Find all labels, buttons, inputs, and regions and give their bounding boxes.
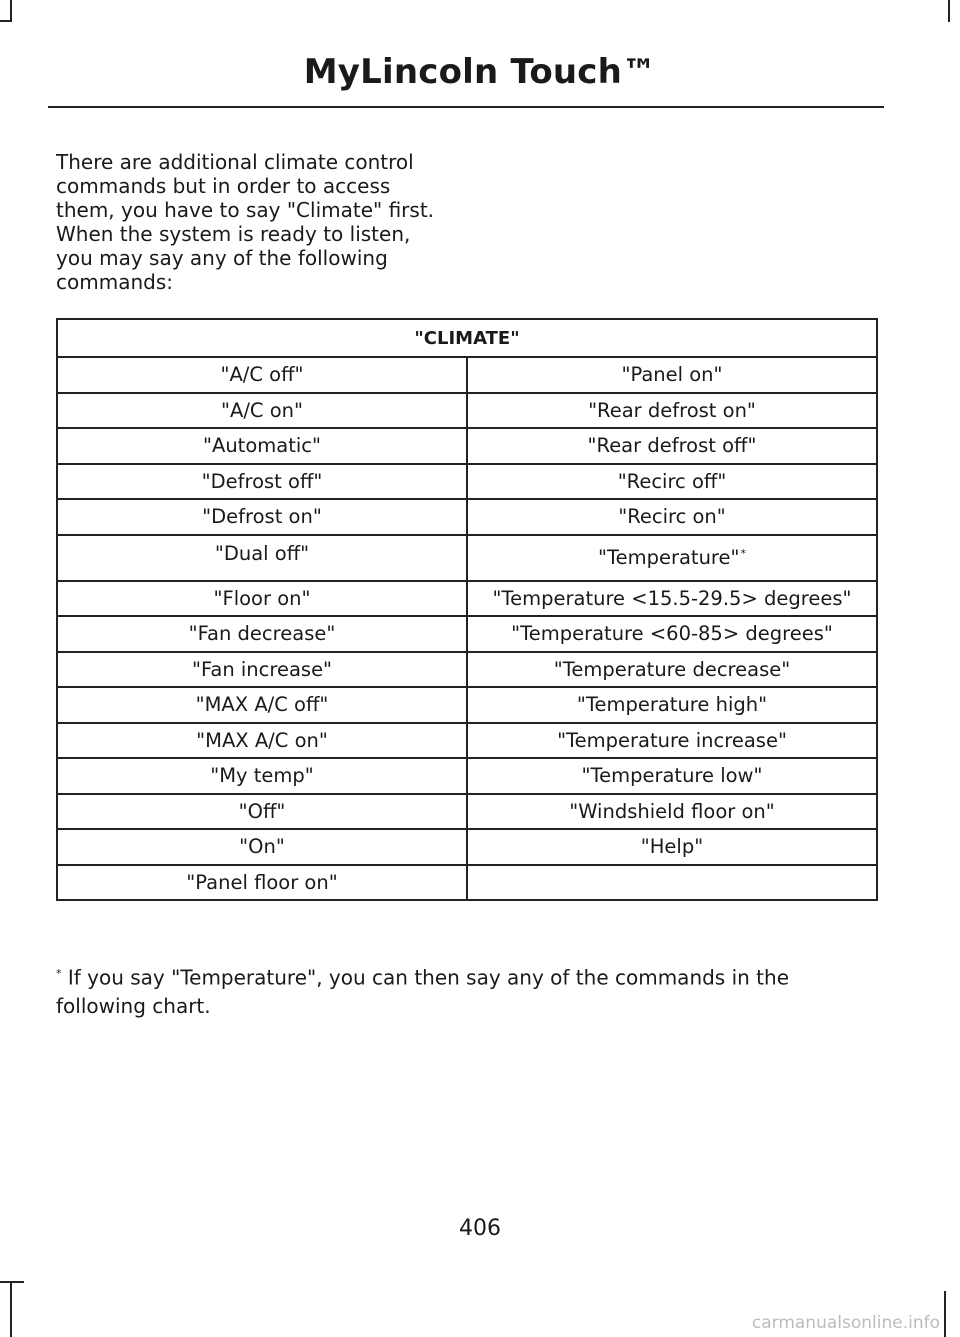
- table-cell: "Panel on": [467, 357, 877, 393]
- table-cell: "Rear defrost off": [467, 428, 877, 464]
- table-row: [57, 464, 877, 500]
- table-row: [57, 865, 877, 901]
- table-row: [57, 829, 877, 865]
- table-cell: "Automatic": [57, 428, 467, 464]
- crop-mark: [0, 20, 12, 22]
- table-row: [57, 723, 877, 759]
- header-divider: [48, 106, 884, 108]
- table-row: [57, 499, 877, 535]
- table-cell: "A/C on": [57, 393, 467, 429]
- table-row: [57, 393, 877, 429]
- table-row: [57, 652, 877, 688]
- table-row: [57, 535, 877, 581]
- table-cell: "Defrost off": [57, 464, 467, 500]
- watermark: carmanualsonline.info: [751, 1313, 940, 1333]
- table-cell: "Fan increase": [57, 652, 467, 688]
- table-row: [57, 616, 877, 652]
- footnote-marker: *: [56, 967, 62, 980]
- table-cell: "Floor on": [57, 581, 467, 617]
- table-cell: "On": [57, 829, 467, 865]
- table-cell: "A/C off": [57, 357, 467, 393]
- table-cell: "Recirc off": [467, 464, 877, 500]
- crop-mark: [10, 0, 12, 22]
- table-cell: "Dual off": [57, 535, 467, 581]
- table-row: [57, 687, 877, 723]
- table-row: [57, 428, 877, 464]
- table-row: [57, 581, 877, 617]
- table-header-row: [57, 319, 877, 357]
- table-cell: "Fan decrease": [57, 616, 467, 652]
- table-cell: "MAX A/C on": [57, 723, 467, 759]
- footnote-text: If you say "Temperature", you can then say any of the commands in the following chart.: [56, 965, 789, 1018]
- table-row: [57, 357, 877, 393]
- climate-commands-table: [56, 318, 878, 901]
- table-cell: "Help": [467, 829, 877, 865]
- table-cell: "Windshield floor on": [467, 794, 877, 830]
- crop-mark: [0, 1281, 24, 1283]
- table-cell: "Recirc on": [467, 499, 877, 535]
- table-cell: "Temperature increase": [467, 723, 877, 759]
- table-cell: "Temperature <60-85> degrees": [467, 616, 877, 652]
- crop-mark: [10, 1283, 12, 1337]
- table-cell: "Off": [57, 794, 467, 830]
- table-cell: "Rear defrost on": [467, 393, 877, 429]
- table-cell: [467, 865, 877, 901]
- table-cell: "My temp": [57, 758, 467, 794]
- table-cell: "Temperature low": [467, 758, 877, 794]
- footnote-marker: *: [740, 546, 746, 560]
- page-title: MyLincoln Touch™: [303, 52, 657, 92]
- table-row: [57, 794, 877, 830]
- table-cell: "Panel floor on": [57, 865, 467, 901]
- crop-mark: [948, 0, 950, 22]
- table-cell: "MAX A/C off": [57, 687, 467, 723]
- crop-mark: [944, 1291, 946, 1337]
- footnote: [56, 960, 856, 1020]
- table-cell: "Temperature <15.5-29.5> degrees": [467, 581, 877, 617]
- table-cell: "Defrost on": [57, 499, 467, 535]
- table-cell: "Temperature decrease": [467, 652, 877, 688]
- table-cell: [467, 535, 877, 581]
- intro-paragraph: There are additional climate control commands but in order to access them, you have to say "Climate" first. When the system is ready to listen, you may say any of the following commands:: [56, 150, 435, 294]
- table-row: [57, 758, 877, 794]
- page-number: 406: [459, 1216, 501, 1241]
- table-cell: "Temperature high": [467, 687, 877, 723]
- table-heading: "CLIMATE": [57, 319, 877, 357]
- cell-text: "Temperature": [598, 546, 740, 569]
